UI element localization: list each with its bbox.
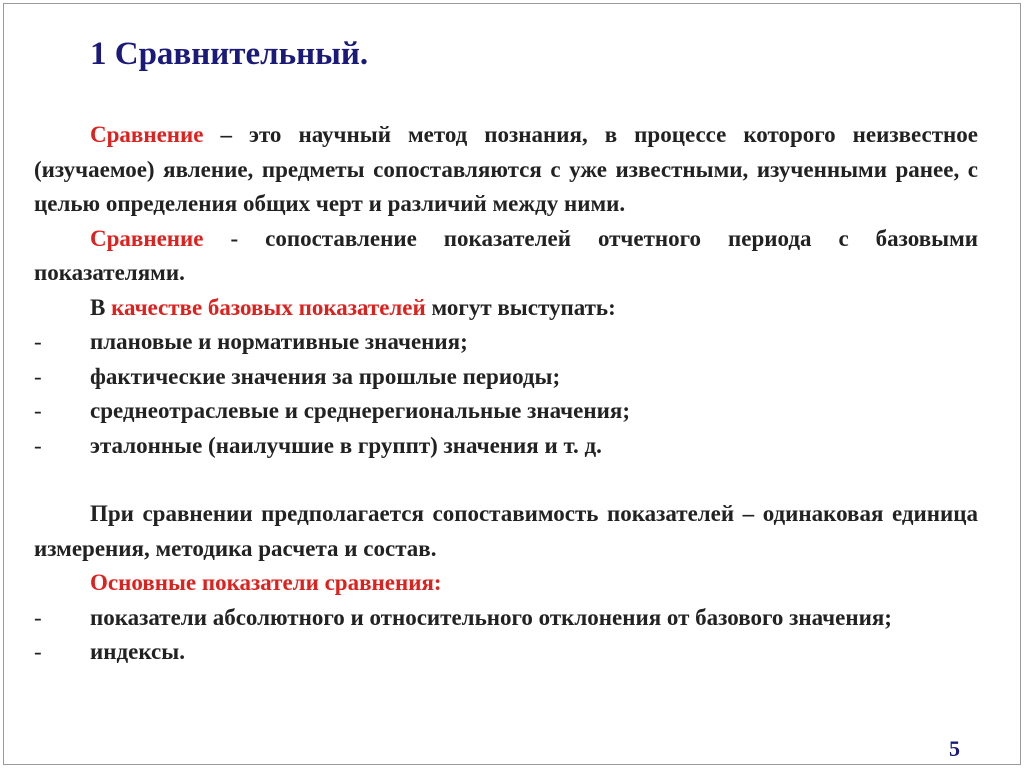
bullet-dash: - bbox=[34, 432, 42, 458]
base-indicators-text: могут выступать: bbox=[425, 294, 616, 320]
term-base-indicators: качестве базовых показателей bbox=[111, 294, 426, 320]
term-comparison-2: Сравнение bbox=[90, 225, 204, 251]
paragraph-comparison bbox=[34, 222, 978, 291]
bullet-dash: - bbox=[34, 639, 42, 664]
bullet-dash: - bbox=[34, 329, 42, 354]
indicators-heading: Основные показатели сравнения: bbox=[90, 570, 442, 595]
list-item bbox=[34, 601, 978, 636]
list-item bbox=[34, 394, 978, 429]
list-item-text: индексы. bbox=[90, 639, 185, 664]
definition-text: – это научный метод познания, в процессе которого неизвестное (изучаемое) явление, предметы сопоставляются с уже известными, изученными ранее, с целью определения общих черт и различий между ними. bbox=[34, 122, 978, 216]
list-item-text: эталонные (наилучшие в группт) значения и т. д. bbox=[90, 432, 602, 458]
slide-body bbox=[34, 118, 978, 670]
spacer bbox=[34, 463, 978, 497]
term-comparison: Сравнение bbox=[90, 122, 204, 147]
list-item-text: фактические значения за прошлые периоды; bbox=[90, 363, 561, 389]
page-number: 5 bbox=[949, 736, 960, 761]
paragraph-base-indicators bbox=[34, 291, 978, 326]
bullet-dash: - bbox=[34, 398, 42, 423]
list-item bbox=[34, 429, 978, 464]
slide bbox=[3, 3, 1021, 765]
comparability-text: При сравнении предполагается сопоставимость показателей – одинаковая единица измерения, методика расчета и состав. bbox=[34, 501, 978, 561]
list-item bbox=[34, 360, 978, 395]
list-item bbox=[34, 635, 978, 670]
list-item-text: среднеотраслевые и среднерегиональные значения; bbox=[90, 398, 630, 423]
list-item bbox=[34, 325, 978, 360]
list-item-text: плановые и нормативные значения; bbox=[90, 329, 468, 354]
list-item-text: показатели абсолютного и относительного отклонения от базового значения; bbox=[90, 604, 892, 630]
paragraph-indicators-heading bbox=[34, 566, 978, 601]
slide-title: 1 Сравнительный. bbox=[90, 36, 369, 72]
bullet-dash: - bbox=[34, 363, 42, 389]
lead-text: В bbox=[90, 294, 112, 320]
comparison-text: - сопоставление показателей отчетного периода с базовыми показателями. bbox=[34, 225, 978, 285]
paragraph-comparability bbox=[34, 497, 978, 566]
bullet-dash: - bbox=[34, 604, 42, 630]
paragraph-definition bbox=[34, 118, 978, 222]
